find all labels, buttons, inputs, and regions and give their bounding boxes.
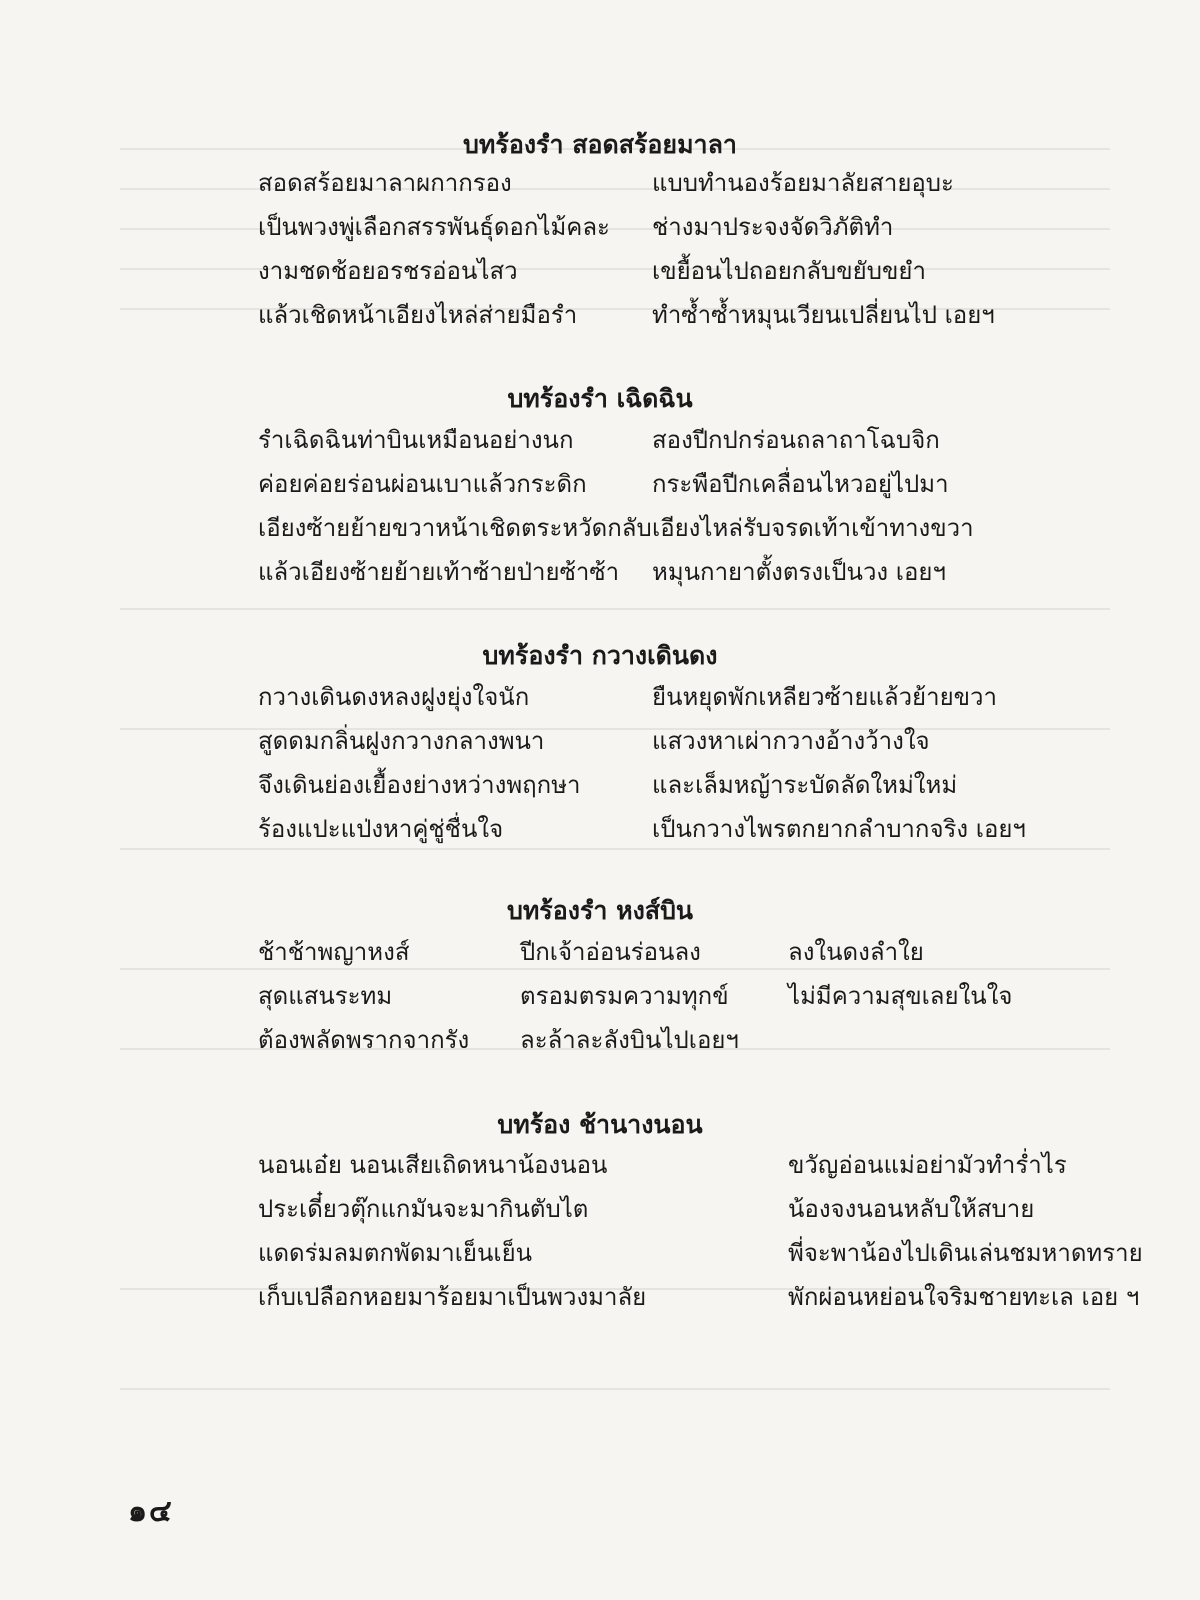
verse-second-half: หมุนกายาตั้งตรงเป็นวง เอยฯ	[652, 558, 946, 586]
bleed-through-line	[120, 608, 1110, 610]
verse-first-half: ประเดี๋ยวตุ๊กแกมันจะมากินตับไต	[258, 1195, 589, 1223]
verse-line	[0, 166, 1200, 200]
verse-line	[0, 680, 1200, 714]
verse-second-half: ช่างมาประจงจัดวิภัติทำ	[652, 213, 894, 241]
verse-first-half: สูดดมกลิ่นฝูงกวางกลางพนา	[258, 727, 545, 755]
verse-second-half: ขวัญอ่อนแม่อย่ามัวทำร่ำไร	[788, 1151, 1067, 1179]
verse-line	[0, 254, 1200, 288]
verse-line	[0, 768, 1200, 802]
verse-second-half: แบบทำนองร้อยมาลัยสายอุบะ	[652, 169, 954, 197]
verse-second-half: กระพือปีกเคลื่อนไหวอยู่ไปมา	[652, 470, 949, 498]
page-number: ๑๔	[128, 1494, 174, 1529]
bleed-through-line	[120, 848, 1110, 850]
verse-second-half: เขยื้อนไปถอยกลับขยับขยำ	[652, 257, 926, 285]
verse-first-half: ร้องแปะแป่งหาคู่ชู่ชื่นใจ	[258, 815, 504, 843]
verse-line	[0, 210, 1200, 244]
verse-line	[0, 812, 1200, 846]
verse-part-3: ไม่มีความสุขเลยในใจ	[788, 982, 1013, 1010]
verse-first-half: รำเฉิดฉินท่าบินเหมือนอย่างนก	[258, 426, 574, 454]
verse-part-2: ตรอมตรมความทุกข์	[520, 982, 729, 1010]
verse-second-half: สองปีกปกร่อนถลาถาโฉบจิก	[652, 426, 940, 454]
section-title: บทร้อง ช้านางนอน	[497, 1110, 703, 1139]
verse-second-half: เอียงไหล่รับจรดเท้าเข้าทางขวา	[652, 514, 974, 542]
verse-first-half: จึงเดินย่องเยื้องย่างหว่างพฤกษา	[258, 771, 581, 799]
section-title: บทร้องรำ หงส์บิน	[506, 896, 694, 925]
verse-line	[0, 298, 1200, 332]
verse-first-half: เป็นพวงพู่เลือกสรรพันธุ์ดอกไม้คละ	[258, 213, 610, 241]
verse-line	[0, 1023, 1200, 1057]
verse-first-half: นอนเอ๋ย นอนเสียเถิดหนาน้องนอน	[258, 1151, 608, 1179]
section-title: บทร้องรำ เฉิดฉิน	[507, 384, 693, 413]
verse-second-half: และเล็มหญ้าระบัดลัดใหม่ใหม่	[652, 771, 958, 799]
verse-line	[0, 555, 1200, 589]
verse-line	[0, 724, 1200, 758]
verse-first-half: แล้วเชิดหน้าเอียงไหล่ส่ายมือรำ	[258, 301, 578, 329]
verse-part-2: ปีกเจ้าอ่อนร่อนลง	[520, 938, 701, 966]
verse-part-1: ต้องพลัดพรากจากรัง	[258, 1026, 470, 1054]
verse-second-half: ทำซ้ำซ้ำหมุนเวียนเปลี่ยนไป เอยฯ	[652, 301, 995, 329]
verse-first-half: เก็บเปลือกหอยมาร้อยมาเป็นพวงมาลัย	[258, 1283, 647, 1311]
verse-line	[0, 1280, 1200, 1314]
verse-line	[0, 423, 1200, 457]
verse-second-half: เป็นกวางไพรตกยากลำบากจริง เอยฯ	[652, 815, 1026, 843]
verse-first-half: งามชดช้อยอรชรอ่อนไสว	[258, 257, 518, 285]
verse-first-half: แดดร่มลมตกพัดมาเย็นเย็น	[258, 1239, 533, 1267]
verse-part-1: สุดแสนระทม	[258, 982, 393, 1010]
verse-first-half: สอดสร้อยมาลาผกากรอง	[258, 169, 512, 197]
verse-part-3: ลงในดงลำใย	[788, 938, 924, 966]
verse-line	[0, 979, 1200, 1013]
verse-part-2: ละล้าละลังบินไปเอยฯ	[520, 1026, 739, 1054]
verse-line	[0, 1236, 1200, 1270]
verse-first-half: แล้วเอียงซ้ายย้ายเท้าซ้ายป่ายซ้าซ้า	[258, 558, 620, 586]
section-title: บทร้องรำ กวางเดินดง	[482, 641, 718, 670]
verse-part-1: ช้าช้าพญาหงส์	[258, 938, 410, 966]
verse-line	[0, 511, 1200, 545]
verse-second-half: พักผ่อนหย่อนใจริมชายทะเล เอย ฯ	[788, 1283, 1140, 1311]
verse-first-half: เอียงซ้ายย้ายขวาหน้าเชิดตระหวัดกลับ	[258, 514, 652, 542]
verse-first-half: ค่อยค่อยร่อนผ่อนเบาแล้วกระดิก	[258, 470, 587, 498]
bleed-through-line	[120, 1388, 1110, 1390]
section-title: บทร้องรำ สอดสร้อยมาลา	[463, 130, 737, 159]
verse-line	[0, 467, 1200, 501]
verse-second-half: พี่จะพาน้องไปเดินเล่นชมหาดทราย	[788, 1239, 1143, 1267]
verse-second-half: ยืนหยุดพักเหลียวซ้ายแล้วย้ายขวา	[652, 683, 997, 711]
verse-line	[0, 1148, 1200, 1182]
verse-second-half: แสวงหาเผ่ากวางอ้างว้างใจ	[652, 727, 930, 755]
verse-line	[0, 935, 1200, 969]
verse-line	[0, 1192, 1200, 1226]
verse-first-half: กวางเดินดงหลงฝูงยุ่งใจนัก	[258, 683, 530, 711]
verse-second-half: น้องจงนอนหลับให้สบาย	[788, 1195, 1035, 1223]
